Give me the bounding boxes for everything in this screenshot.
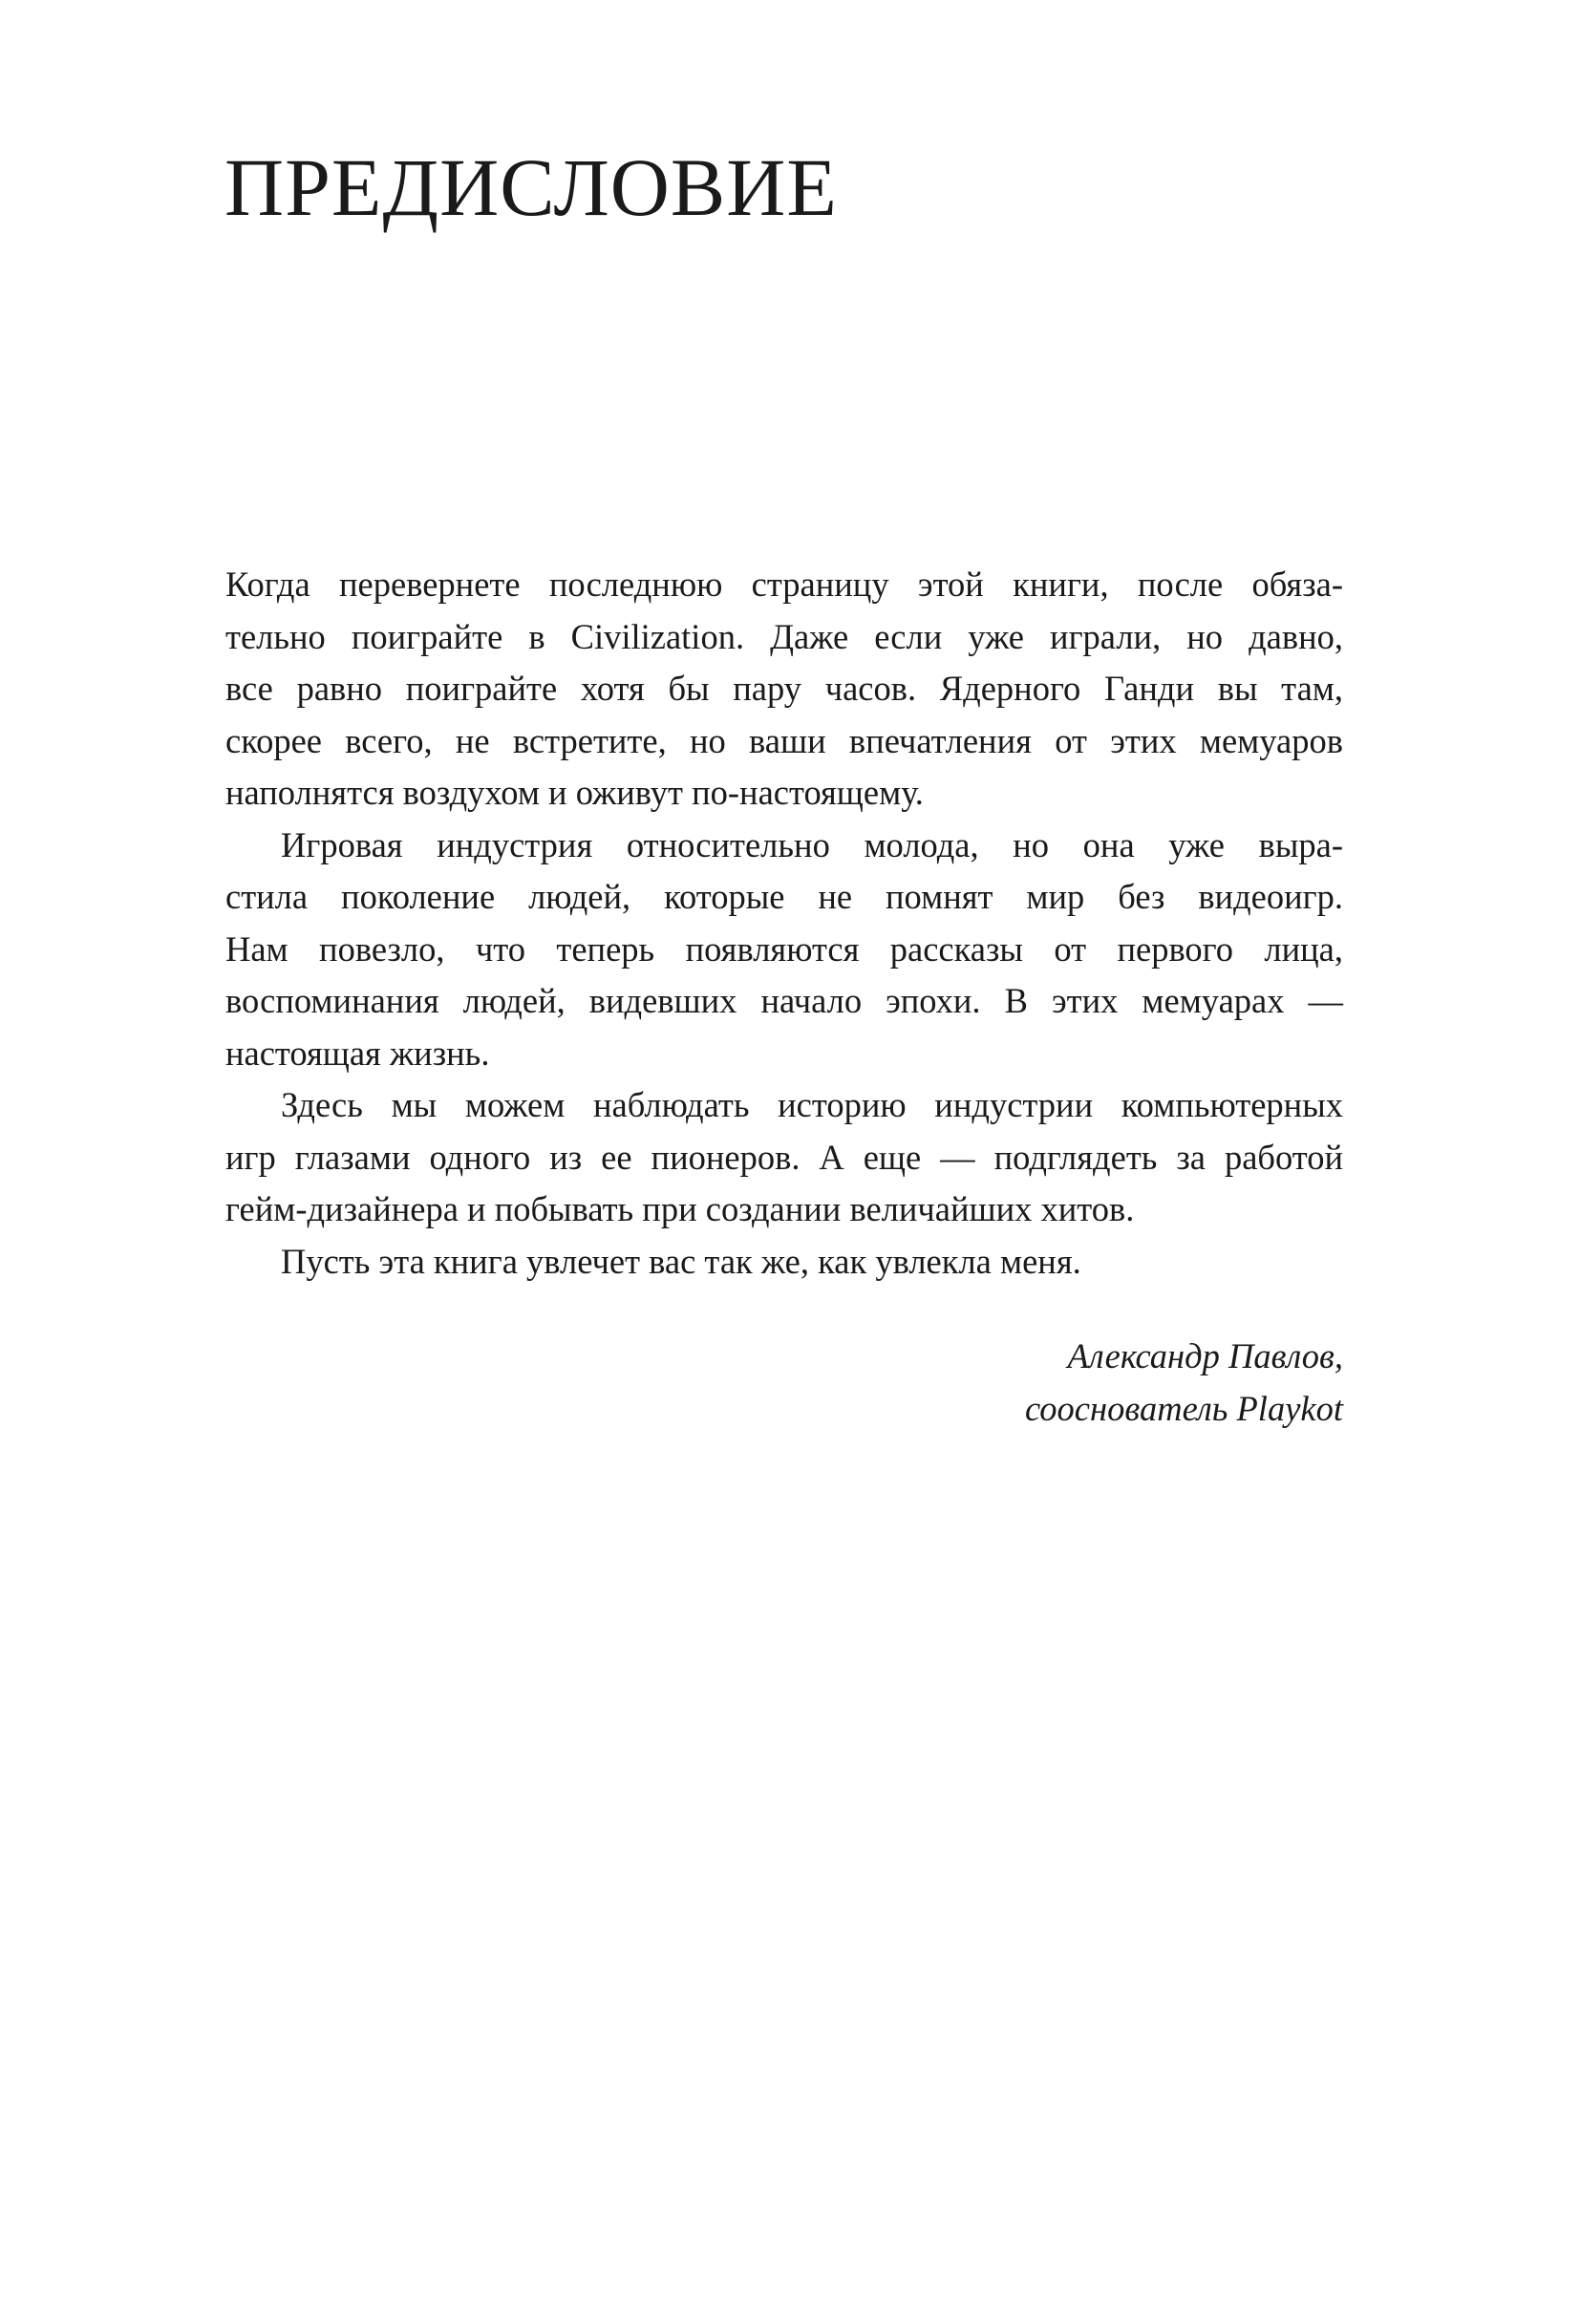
signature-name: Александр Павлов, bbox=[1067, 1336, 1343, 1375]
text-line: Когда перевернете последнюю страницу этой книги, после обяза- bbox=[225, 565, 1343, 604]
page-title: ПРЕДИСЛОВИЕ bbox=[224, 141, 838, 233]
text-line: Нам повезло, что теперь появляются рассказы от первого лица, bbox=[225, 928, 1343, 969]
text-line: наполнятся воздухом и оживут по-настоящему. bbox=[225, 773, 924, 812]
text-line: Пусть эта книга увлечет вас так же, как увлекла меня. bbox=[281, 1241, 1081, 1281]
text-line: стила поколение людей, которые не помнят мир без видеоигр. bbox=[225, 877, 1343, 916]
paragraph-2 bbox=[225, 820, 1343, 1080]
text-line: Игровая индустрия относительно молода, но она уже выра- bbox=[281, 824, 1343, 864]
paragraph-1 bbox=[225, 559, 1343, 820]
preface-body bbox=[225, 559, 1343, 1288]
text-line: игр глазами одного из ее пионеров. А еще — подглядеть за работой bbox=[225, 1137, 1343, 1177]
text-line: тельно поиграйте в Civilization. Даже если уже играли, но давно, bbox=[225, 616, 1343, 656]
text-line: все равно поиграйте хотя бы пару часов. Ядерного Ганди вы там, bbox=[225, 669, 1343, 708]
paragraph-3 bbox=[225, 1079, 1343, 1236]
text-line: скорее всего, не встретите, но ваши впечатления от этих мемуаров bbox=[225, 720, 1343, 760]
text-line: настоящая жизнь. bbox=[225, 1033, 490, 1073]
text-line: Здесь мы можем наблюдать историю индустрии компьютерных bbox=[281, 1085, 1343, 1124]
text-line: воспоминания людей, видевших начало эпохи. В этих мемуарах — bbox=[225, 981, 1343, 1020]
signature bbox=[1025, 1331, 1343, 1435]
paragraph-4 bbox=[225, 1236, 1343, 1289]
text-line: гейм-дизайнера и побывать при создании величайших хитов. bbox=[225, 1189, 1135, 1228]
signature-role: сооснователь Playkot bbox=[1025, 1388, 1343, 1428]
